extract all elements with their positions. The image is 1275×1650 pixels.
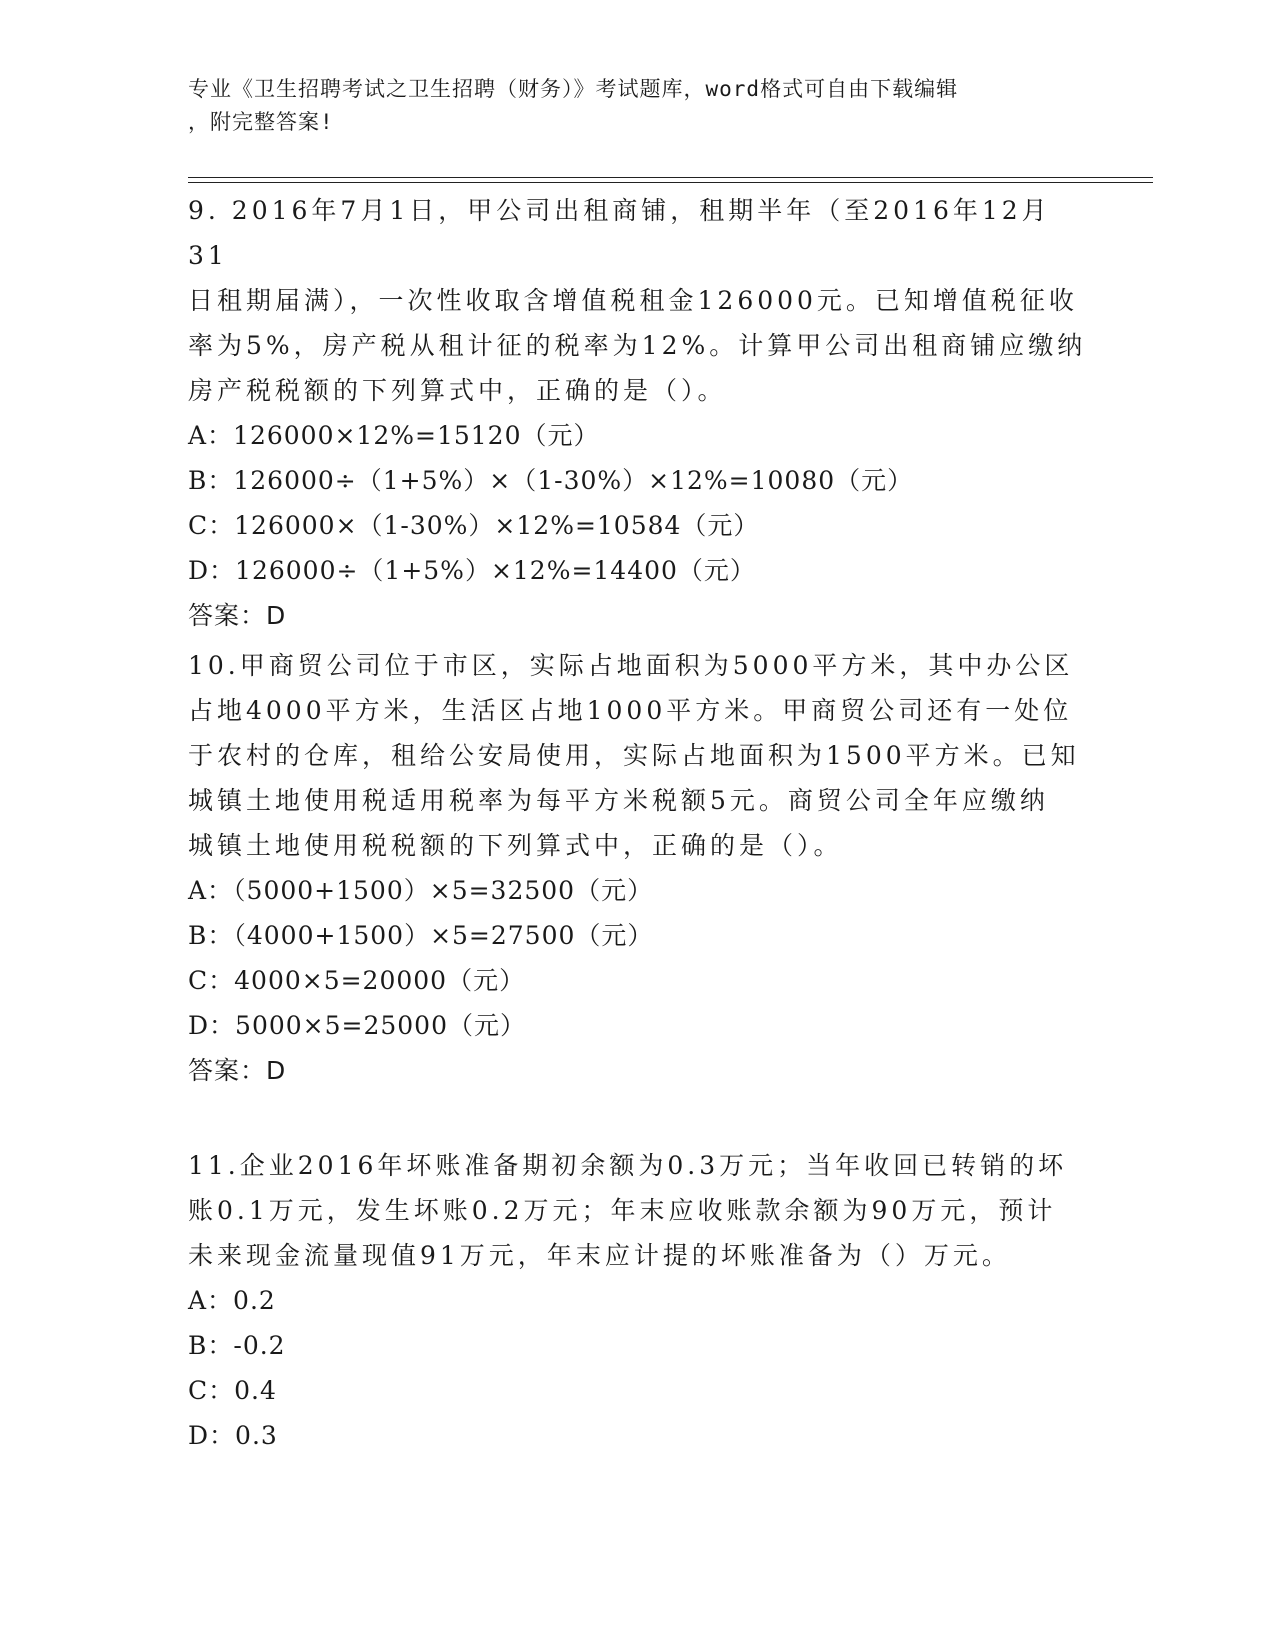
stem-line: 城镇土地使用税税额的下列算式中，正确的是（）。 [188,831,843,860]
stem-line: 9. 2016年7月1日，甲公司出租商铺，租期半年（至2016年12月31 [188,196,1051,270]
answer: 答案：D [188,601,287,630]
question-stem [188,1143,1088,1278]
option-b: B：-0.2 [188,1331,286,1360]
option-b: B：（4000+1500）×5=27500（元） [188,921,654,950]
question-stem [188,188,1088,413]
header-divider-bottom [188,182,1153,183]
option-a: A：0.2 [188,1286,276,1315]
question-10 [188,643,1088,1093]
stem-line: 率为5%，房产税从租计征的税率为12%。计算甲公司出租商铺应缴纳 [188,331,1087,360]
document-header [188,73,1068,139]
stem-line: 日租期届满），一次性收取含增值税租金126000元。已知增值税征收 [188,286,1078,315]
option-c: C：0.4 [188,1376,277,1405]
stem-line: 于农村的仓库，租给公安局使用，实际占地面积为1500平方米。已知 [188,741,1080,770]
option-c: C：126000×（1-30%）×12%=10584（元） [188,511,760,540]
stem-line: 账0.1万元，发生坏账0.2万元；年末应收账款余额为90万元，预计 [188,1196,1057,1225]
stem-line: 城镇土地使用税适用税率为每平方米税额5元。商贸公司全年应缴纳 [188,786,1049,815]
answer: 答案：D [188,1056,287,1085]
header-line-2: ，附完整答案! [188,110,334,134]
stem-line: 11.企业2016年坏账准备期初余额为0.3万元；当年收回已转销的坏 [188,1151,1068,1180]
header-line-1: 专业《卫生招聘考试之卫生招聘（财务）》考试题库，word格式可自由下载编辑 [188,77,959,101]
stem-line: 房产税税额的下列算式中，正确的是（）。 [188,376,727,405]
stem-line: 占地4000平方米，生活区占地1000平方米。甲商贸公司还有一处位 [188,696,1073,725]
option-c: C：4000×5=20000（元） [188,966,526,995]
question-11 [188,1143,1088,1458]
stem-line: 未来现金流量现值91万元，年末应计提的坏账准备为（）万元。 [188,1241,1011,1270]
option-b: B：126000÷（1+5%）×（1-30%）×12%=10080（元） [188,466,914,495]
question-9 [188,188,1088,638]
option-d: D：5000×5=25000（元） [188,1011,526,1040]
option-a: A：（5000+1500）×5=32500（元） [188,876,654,905]
option-d: D：126000÷（1+5%）×12%=14400（元） [188,556,756,585]
stem-line: 10.甲商贸公司位于市区，实际占地面积为5000平方米，其中办公区 [188,651,1074,680]
question-stem [188,643,1088,868]
option-a: A：126000×12%=15120（元） [188,421,600,450]
option-d: D：0.3 [188,1421,278,1450]
header-divider-top [188,177,1153,178]
